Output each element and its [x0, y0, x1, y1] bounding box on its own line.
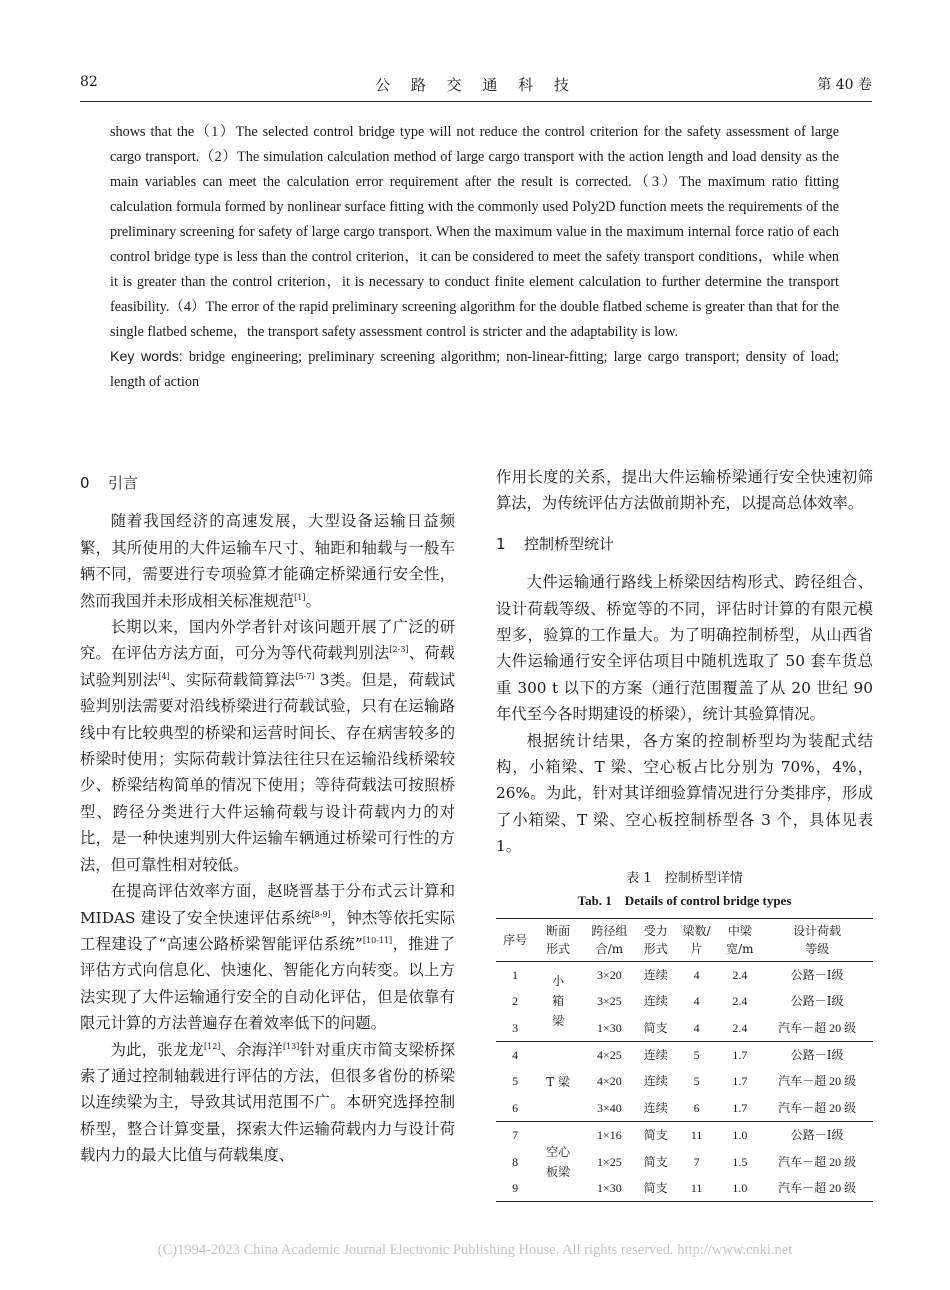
- table-cell: 简支: [643, 1020, 668, 1035]
- table-caption-cn: 表 1 控制桥型详情: [626, 870, 743, 886]
- table-cell: 连续: [643, 967, 668, 982]
- table-cell: 5: [693, 1047, 700, 1062]
- table-cell: 1.7: [732, 1074, 748, 1089]
- section-0-title: 引言: [108, 474, 139, 492]
- table-row: [496, 1041, 873, 1068]
- table-cell: 8: [512, 1154, 519, 1169]
- keywords: [110, 345, 839, 395]
- intro-paragraph-1: 随着我国经济的高速发展，大型设备运输日益频繁，其所使用的大件运输车尺寸、轴距和轴载与一般车辆不同，需要进行专项验算才能确定桥梁通行安全性，然而我国并未形成相关标准规范[1]。: [80, 512, 455, 610]
- table-cell: 3: [512, 1020, 519, 1035]
- citation: [8-9]: [311, 909, 331, 919]
- section-1-paragraph-1: 大件运输通行路线上桥梁因结构形式、跨径组合、设计荷载等级、桥宽等的不同，评估时计算的有限元模型多，验算的工作量大。为了明确控制桥型，从山西省大件运输通行安全评估项目中随机选取了 50 套车货总重 300 t 以下的方案（通行范围覆盖了从 20 世纪 90 年代至今各时期建设的桥梁），统计其验算情况。: [496, 573, 873, 724]
- table-cell: 1×30: [597, 1180, 622, 1195]
- section-1-number: 1: [496, 534, 506, 553]
- page-number: 82: [80, 74, 98, 90]
- section-type-cell: T 梁: [546, 1074, 571, 1089]
- table-cell: 公路－Ⅰ级: [790, 994, 844, 1009]
- table-cell: 5: [512, 1074, 519, 1089]
- table-cell: 汽车－超 20 级: [778, 1100, 857, 1115]
- table-cell: 简支: [643, 1180, 668, 1195]
- citation: [1]: [294, 592, 306, 602]
- intro-paragraph-3: 在提高评估效率方面，赵晓晋基于分布式云计算和 MIDAS 建设了安全快速评估系统[8-9]，钟杰等依托实际工程建设了“高速公路桥梁智能评估系统”[10-11]，推进了评估方式向信息化、快速化、智能化方向转变。以上方法实现了大件运输通行安全的自动化评估，但是依靠有限元计算的方法普遍存在着效率低下的问题。: [80, 882, 455, 1033]
- control-bridge-table: [496, 918, 873, 1203]
- table-cell: 6: [512, 1100, 519, 1115]
- section-type-cell: 小 箱 梁: [552, 974, 565, 1029]
- table-header-cell: 受力 形式: [643, 923, 668, 956]
- table-cell: 1×25: [597, 1154, 622, 1169]
- table-cell: 连续: [643, 1074, 668, 1089]
- table-cell: 3×40: [597, 1100, 622, 1115]
- table-header-row: [496, 918, 873, 961]
- citation: [13]: [282, 1041, 300, 1051]
- table-cell: 公路－Ⅰ级: [790, 1047, 844, 1062]
- table-cell: 公路－Ⅰ级: [790, 1128, 844, 1143]
- section-0-number: 0: [80, 474, 90, 492]
- table-header-cell: 中梁 宽/m: [726, 923, 754, 956]
- table-header-cell: 设计荷载 等级: [793, 923, 842, 956]
- section-type-cell: 空心 板梁: [546, 1144, 571, 1179]
- table-cell: 7: [693, 1154, 700, 1169]
- table-cell: 2.4: [732, 1020, 748, 1035]
- table-cell: 1×30: [597, 1020, 622, 1035]
- section-1-title: 控制桥型统计: [524, 534, 615, 553]
- volume-label: 第 40 卷: [817, 77, 872, 93]
- table-cell: 2.4: [732, 967, 748, 982]
- table-header-cell: 序号: [503, 932, 528, 947]
- table-cell: 2: [512, 994, 519, 1009]
- table-cell: 1.0: [732, 1128, 748, 1143]
- table-cell: 4: [693, 967, 700, 982]
- table-header-cell: 梁数/ 片: [682, 923, 711, 956]
- citation: [5-7]: [295, 671, 315, 681]
- table-cell: 4×25: [597, 1047, 622, 1062]
- table-cell: 4×20: [597, 1074, 622, 1089]
- table-cell: 简支: [643, 1128, 668, 1143]
- table-cell: 1.0: [732, 1180, 748, 1195]
- table-row: [496, 961, 873, 988]
- table-cell: 1×16: [597, 1128, 622, 1143]
- header-rule: [80, 101, 872, 102]
- running-header: [80, 74, 872, 96]
- table-cell: 11: [690, 1180, 703, 1195]
- journal-title: 公 路 交 通 科 技: [375, 76, 577, 94]
- keywords-text: bridge engineering; preliminary screening algorithm; non-linear-fitting; large cargo transport; density of load; length of action: [110, 349, 839, 390]
- table-cell: 1.5: [732, 1154, 748, 1169]
- table-cell: 公路－Ⅰ级: [790, 967, 844, 982]
- table-header-cell: 跨径组 合/m: [591, 923, 628, 956]
- left-column: [80, 470, 455, 1169]
- table-cell: 汽车－超 20 级: [778, 1154, 857, 1169]
- table-header-cell: 断面 形式: [546, 923, 571, 956]
- table-cell: 汽车－超 20 级: [778, 1020, 857, 1035]
- citation: [4]: [158, 671, 170, 681]
- table-cell: 6: [693, 1100, 700, 1115]
- keywords-label: Key words:: [110, 349, 183, 365]
- table-cell: 5: [693, 1074, 700, 1089]
- citation: [12]: [203, 1041, 221, 1051]
- citation: [10-11]: [362, 935, 393, 945]
- table-cell: 9: [512, 1180, 519, 1195]
- english-abstract: [110, 120, 839, 395]
- table-cell: 1.7: [732, 1100, 748, 1115]
- table-row: [496, 1122, 873, 1149]
- table-cell: 3×25: [597, 994, 622, 1009]
- table-cell: 1: [512, 967, 519, 982]
- citation: [2-3]: [389, 645, 409, 655]
- table-cell: 汽车－超 20 级: [778, 1180, 857, 1195]
- table-cell: 连续: [643, 1100, 668, 1115]
- section-0-heading: [80, 470, 455, 496]
- table-cell: 1.7: [732, 1047, 748, 1062]
- table-cell: 11: [690, 1128, 703, 1143]
- table-cell: 4: [693, 994, 700, 1009]
- intro-paragraph-2: 长期以来，国内外学者针对该问题开展了广泛的研究。在评估方法方面，可分为等代荷载判别法[2-3]、荷载试验判别法[4]、实际荷载简算法[5-7] 3类。但是，荷载试验判别法需要对沿线桥梁进行荷载试验，只有在运输路线中有比较典型的桥梁和运营时间长、存在病害较多的桥梁时使用；实际荷载计算法往往只在运输沿线桥梁较少、桥梁结构简单的情况下使用；等待荷载法可按照桥型、跨径分类进行大件运输荷载与设计荷载内力的对比，是一种快速判别大件运输车辆通过桥梁可行性的方法，但可靠性相对较低。: [80, 618, 455, 874]
- table-cell: 7: [512, 1128, 519, 1143]
- table-cell: 2.4: [732, 994, 748, 1009]
- table-cell: 连续: [643, 1047, 668, 1062]
- abstract-text: shows that the（1）The selected control bridge type will not reduce the control criterion for the safety assessment of large cargo transport.（2）The simulation calculation method of large cargo transport with the action length and load density as the main variables can meet the calculation error requirement after the result is corrected.（3）The maximum ratio fitting calculation formula formed by nonlinear surface fitting with the commonly used Poly2D function meets the requirements of the preliminary screening for safety of large cargo transport. When the maximum value in the maximum internal force ratio of each control bridge type is less than the control criterion，it can be considered to meet the safety transport conditions，while when it is greater than the control criterion，it is necessary to conduct finite element calculation to further determine the transport feasibility.（4）The error of the rapid preliminary screening algorithm for the double flatbed scheme is greater than that for the single flatbed scheme，the transport safety assessment control is stricter and the adaptability is low.: [110, 124, 839, 340]
- right-column: [496, 464, 873, 1202]
- table-cell: 连续: [643, 994, 668, 1009]
- table-cell: 简支: [643, 1154, 668, 1169]
- copyright-footer: (C)1994-2023 China Academic Journal Electronic Publishing House. All rights reserved. http://www.cnki.net: [157, 1242, 793, 1258]
- section-1-heading: [496, 531, 873, 557]
- table-cell: 3×20: [597, 967, 622, 982]
- table-cell: 汽车－超 20 级: [778, 1074, 857, 1089]
- section-1-paragraph-2: 根据统计结果，各方案的控制桥型均为装配式结构，小箱梁、T 梁、空心板占比分别为 70%，4%，26%。为此，针对其详细验算情况进行分类排序，形成了小箱梁、T 梁、空心板控制桥型各 3 个，具体见表 1。: [496, 731, 873, 856]
- table-cell: 4: [693, 1020, 700, 1035]
- table-cell: 4: [512, 1047, 519, 1062]
- table-caption-en: Tab. 1 Details of control bridge types: [577, 892, 792, 908]
- intro-paragraph-4: 为此，张龙龙[12]、余海洋[13]针对重庆市简支梁桥探索了通过控制轴载进行评估的方法，但很多省份的桥梁以连续梁为主，导致其试用范围不广。本研究选择控制桥型，整合计算变量，探索大件运输荷载内力与设计荷载内力的最大比值与荷载集度、: [80, 1040, 455, 1165]
- intro-paragraph-4-continued: 作用长度的关系，提出大件运输桥梁通行安全快速初筛算法，为传统评估方法做前期补充，以提高总体效率。: [496, 468, 873, 513]
